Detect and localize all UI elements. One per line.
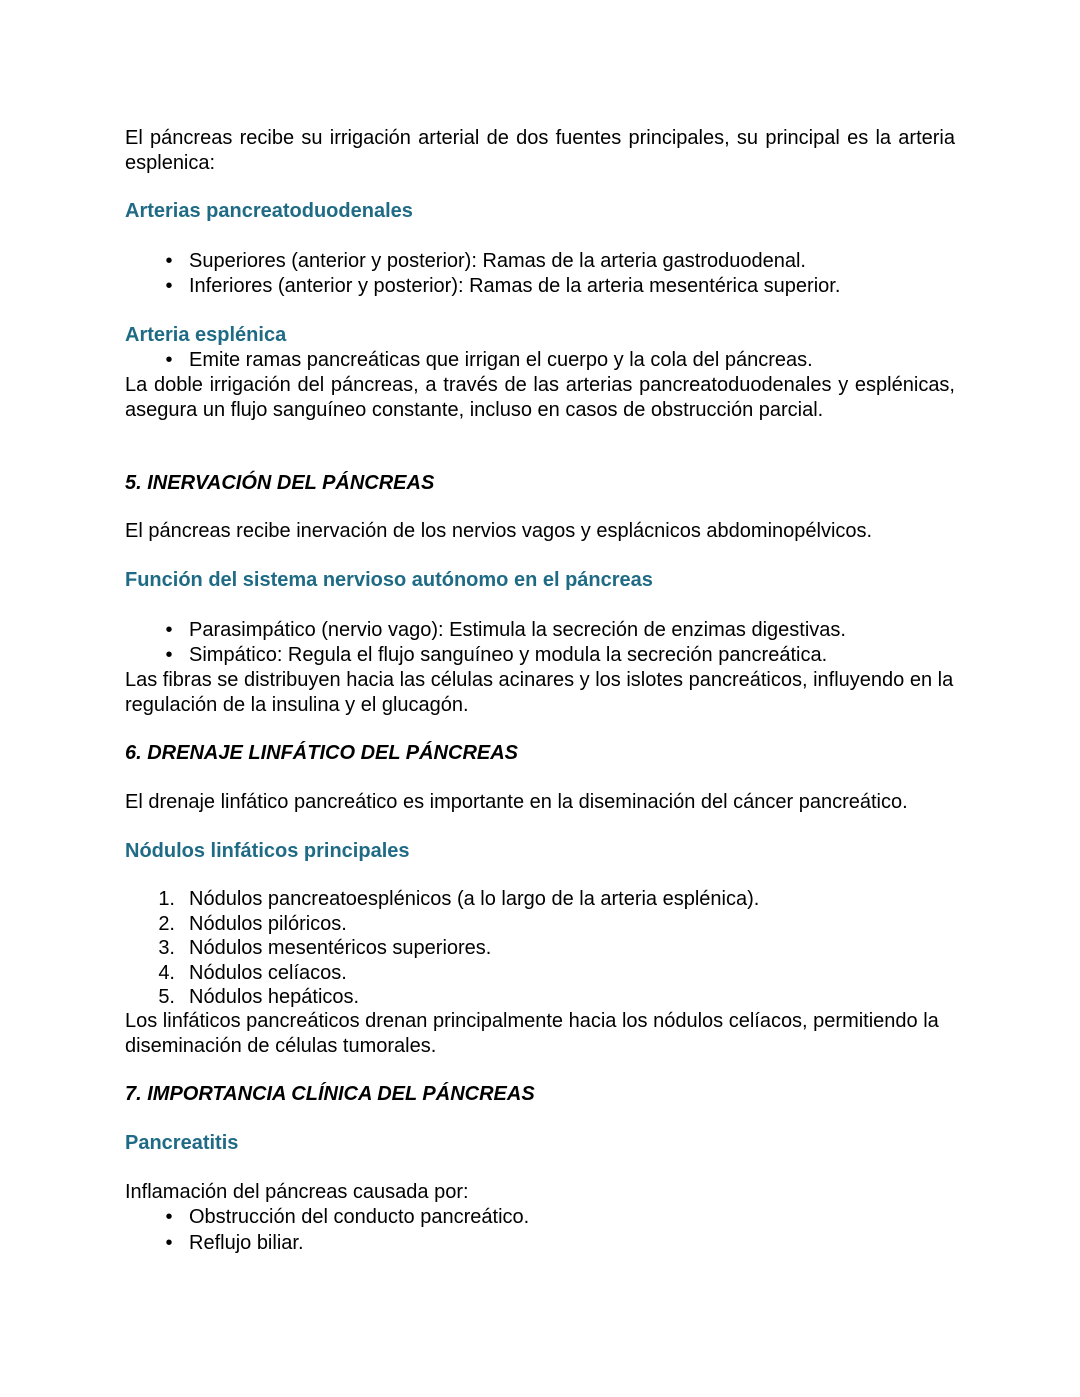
heading-arterias-pancreatoduodenales: Arterias pancreatoduodenales [125,200,413,222]
bullet-icon: • [165,1206,173,1228]
list-pancreatitis [125,1205,955,1255]
list-item-text: Parasimpático (nervio vago): Estimula la secreción de enzimas digestivas. [189,619,846,641]
list-item-text: Reflujo biliar. [189,1231,304,1254]
list-item [125,1231,955,1256]
bullet-icon: • [165,274,173,297]
list-number: 5. [158,986,175,1008]
bullet-icon: • [165,349,173,371]
list-nodulos [125,887,955,1010]
list-number: 3. [158,937,175,959]
heading-nodulos: Nódulos linfáticos principales [125,840,410,862]
paragraph-inervacion: El páncreas recibe inervación de los nervios vagos y esplácnicos abdominopélvicos. [125,520,873,542]
section-title-6: 6. DRENAJE LINFÁTICO DEL PÁNCREAS [125,742,519,764]
list-item [125,1205,955,1230]
list-item-text: Nódulos mesentéricos superiores. [189,937,492,959]
heading-pancreatitis: Pancreatitis [125,1132,239,1154]
bullet-icon: • [165,643,173,666]
list-number: 2. [158,912,175,935]
list-number: 1. [158,888,175,910]
list-item [125,936,955,961]
paragraph-inflamacion: Inflamación del páncreas causada por: [125,1181,469,1203]
list-pancreatoduodenales [125,249,955,298]
paragraph-drenaje: El drenaje linfático pancreático es importante en la diseminación del cáncer pancreático. [125,791,908,813]
list-sistema-nervioso [125,618,955,667]
list-number: 4. [158,961,175,984]
list-item [125,985,955,1010]
list-item [125,912,955,937]
list-item [125,348,955,373]
heading-arteria-esplenica: Arteria esplénica [125,324,287,346]
list-item-text: Nódulos celíacos. [189,961,347,984]
list-item [125,887,955,912]
section-title-5: 5. INERVACIÓN DEL PÁNCREAS [125,472,435,494]
section-title-7: 7. IMPORTANCIA CLÍNICA DEL PÁNCREAS [125,1083,535,1105]
paragraph-irrigation: El páncreas recibe su irrigación arterial de dos fuentes principales, su principal es la arteria esplenica: [125,127,955,174]
list-item-text: Emite ramas pancreáticas que irrigan el cuerpo y la cola del páncreas. [189,349,813,371]
bullet-icon: • [165,1231,173,1254]
list-item-text: Nódulos pilóricos. [189,912,347,935]
bullet-icon: • [165,619,173,641]
list-item [125,961,955,986]
bullet-icon: • [165,250,173,272]
paragraph-doble-irrigacion: La doble irrigación del páncreas, a través de las arterias pancreatoduodenales y esplénicas, asegura un flujo sanguíneo constante, incluso en casos de obstrucción parcial. [125,374,955,421]
list-item-text: Nódulos pancreatoesplénicos (a lo largo de la arteria esplénica). [189,888,760,910]
list-item [125,643,955,668]
list-item [125,249,955,274]
list-item-text: Nódulos hepáticos. [189,986,360,1008]
list-item-text: Superiores (anterior y posterior): Ramas de la arteria gastroduodenal. [189,250,806,272]
list-item-text: Inferiores (anterior y posterior): Ramas de la arteria mesentérica superior. [189,274,841,297]
list-item-text: Simpático: Regula el flujo sanguíneo y modula la secreción pancreática. [189,643,828,666]
heading-sistema-nervioso: Función del sistema nervioso autónomo en el páncreas [125,569,653,591]
list-item-text: Obstrucción del conducto pancreático. [189,1206,530,1228]
list-item [125,274,955,299]
paragraph-fibras: Las fibras se distribuyen hacia las células acinares y los islotes pancreáticos, influyendo en la regulación de la insulina y el glucagón. [125,669,954,716]
paragraph-linfaticos: Los linfáticos pancreáticos drenan principalmente hacia los nódulos celíacos, permitiendo la diseminación de células tumorales. [125,1010,939,1057]
list-esplenica [125,348,955,373]
list-item [125,618,955,643]
